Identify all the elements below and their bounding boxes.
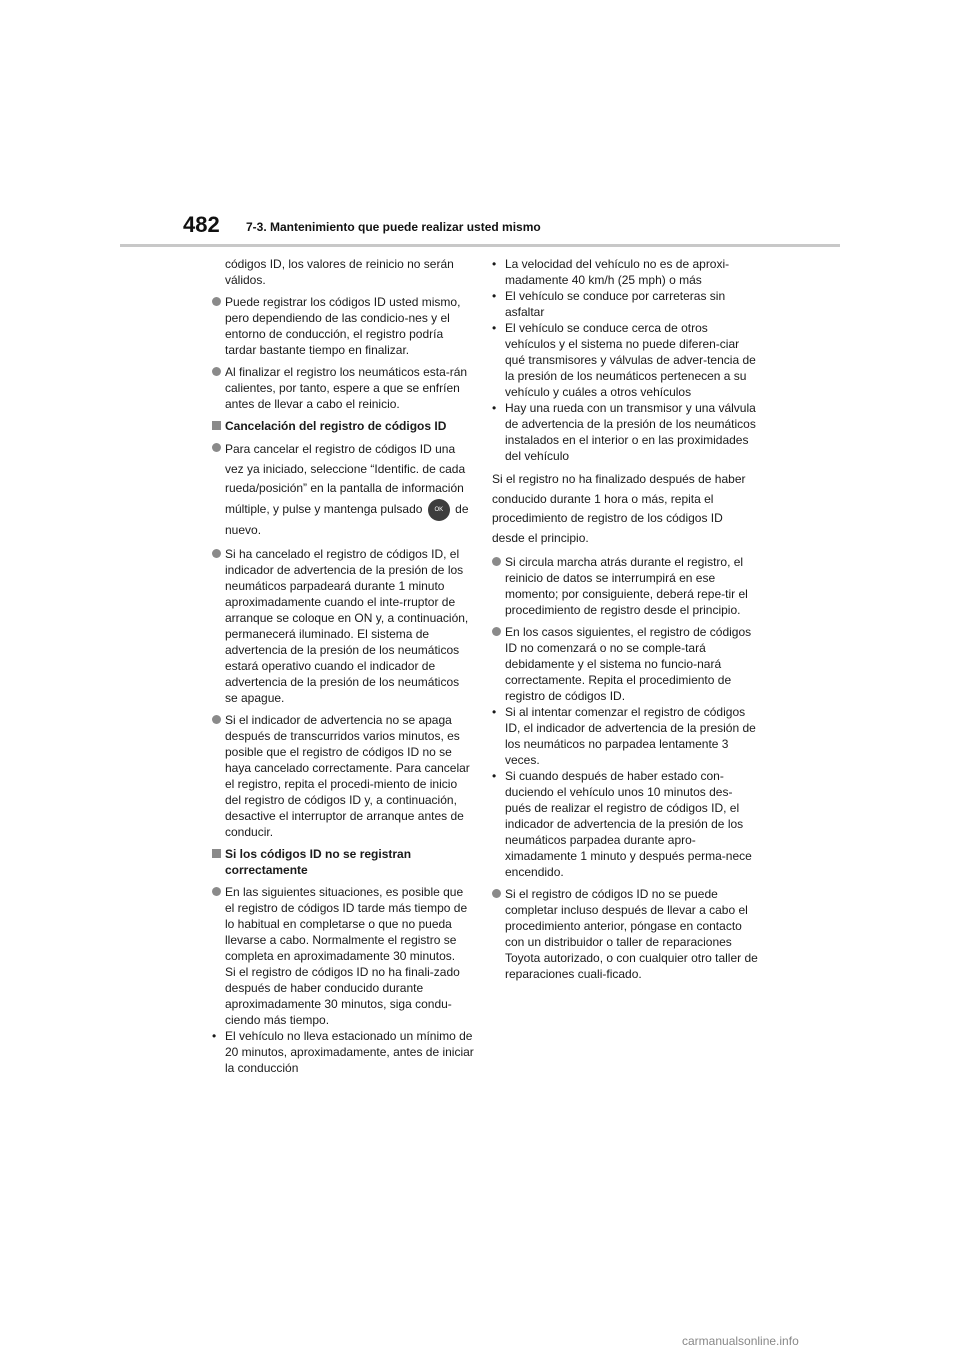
- sub-bullet-item: [492, 768, 758, 880]
- bullet-text: Si ha cancelado el registro de códigos ID, el indicador de advertencia de la presión de los neumáticos parpadeará durante 1 minuto aproximadamente cuando el inte-rruptor de arranque se coloque en ON y, a continuación, permanecerá iluminado. El sistema de advertencia de la presión de los neumáticos estará operativo cuando el indicador de advertencia de la presión de los neumáticos se apague.: [225, 547, 469, 705]
- bullet-text: Al finalizar el registro los neumáticos esta-rán calientes, por tanto, espere a que se enfríen antes de llevar a cabo el reinicio.: [225, 365, 468, 411]
- round-bullet-icon: [212, 549, 221, 558]
- watermark: carmanualsonline.info: [682, 1334, 799, 1348]
- sub-bullet-item: [492, 704, 758, 768]
- header-divider: [120, 244, 840, 247]
- bullet-mark: •: [492, 289, 497, 303]
- bullet-mark: •: [492, 401, 497, 415]
- bullet-item: [212, 546, 474, 706]
- round-bullet-icon: [492, 557, 501, 566]
- sub-bullet-item: [492, 288, 758, 320]
- round-bullet-icon: [212, 367, 221, 376]
- bullet-text: En los casos siguientes, el registro de códigos ID no comenzará o no se comple-tará debidamente y el sistema no funcio-nará correctamente. Repita el procedimiento de registro de códigos ID.: [505, 625, 752, 703]
- round-bullet-icon: [212, 297, 221, 306]
- sub-bullet-item: [492, 400, 758, 464]
- section-title: 7-3. Mantenimiento que puede realizar usted mismo: [246, 220, 541, 234]
- sub-bullet-text: El vehículo se conduce cerca de otros vehículos y el sistema no puede diferen-ciar qué transmisores y válvulas de adver-tencia de la presión de los neumáticos pertenecen a su vehículo y cuáles a otros vehículos: [505, 321, 756, 399]
- page-number: 482: [183, 212, 220, 237]
- bullet-item: [492, 886, 758, 982]
- bullet-mark: •: [492, 257, 497, 271]
- ok-button-icon: OK: [428, 499, 450, 521]
- bullet-item: [212, 294, 474, 358]
- heading-text: Si los códigos ID no se registran correctamente: [225, 847, 412, 877]
- paragraph: Si el registro no ha finalizado después de haber conducido durante 1 hora o más, repita el procedimiento de registro de los códigos ID desde el principio.: [492, 472, 746, 545]
- bullet-text: Para cancelar el registro de códigos ID una vez ya iniciado, seleccione “Identific. de cada rueda/posición” en la pantalla de información múltiple, y pulse y mantenga pulsado: [225, 442, 466, 516]
- right-column: [492, 256, 758, 988]
- round-bullet-icon: [212, 887, 221, 896]
- sub-bullet-text: El vehículo no lleva estacionado un mínimo de 20 minutos, aproximadamente, antes de iniciar la conducción: [225, 1029, 474, 1075]
- bullet-item: [212, 884, 474, 1028]
- left-column: [212, 256, 474, 1082]
- bullet-text: Si circula marcha atrás durante el registro, el reinicio de datos se interrumpirá en ese momento; por consiguiente, deberá repe-tir el procedimiento de registro desde el principio.: [505, 555, 748, 617]
- sub-bullet-list: [492, 704, 758, 880]
- bullet-text: Si el registro de códigos ID no ha finali-zado después de haber conducido durante aproximadamente 30 minutos, siga condu-ciendo más tiempo.: [225, 965, 460, 1027]
- sub-bullet-item: [492, 256, 758, 288]
- bullet-item: [492, 554, 758, 618]
- sub-bullet-text: El vehículo se conduce por carreteras sin asfaltar: [505, 289, 726, 319]
- section-heading: [212, 418, 474, 434]
- round-bullet-icon: [492, 627, 501, 636]
- sub-bullet-text: Hay una rueda con un transmisor y una válvula de advertencia de la presión de los neumáticos instalados en el interior o en las proximidades del vehículo: [505, 401, 756, 463]
- bullet-text-end: de nuevo.: [225, 501, 469, 537]
- heading-text: Cancelación del registro de códigos ID: [225, 419, 447, 433]
- round-bullet-icon: [212, 443, 221, 452]
- sub-bullet-text: La velocidad del vehículo no es de aproxi-madamente 40 km/h (25 mph) o más: [505, 257, 730, 287]
- bullet-item: [212, 364, 474, 412]
- sub-bullet-text: Si cuando después de haber estado con-duciendo el vehículo unos 10 minutos des-pués de realizar el registro de códigos ID, el indicador de advertencia de la presión de los neumáticos parpadea durante apro-ximadamente 1 minuto y después perma-nece encendido.: [505, 769, 752, 879]
- sub-bullet-text: Si al intentar comenzar el registro de códigos ID, el indicador de advertencia de la presión de los neumáticos no parpadea lentamente 3 veces.: [505, 705, 756, 767]
- round-bullet-icon: [212, 715, 221, 724]
- sub-bullet-list: [492, 256, 758, 464]
- bullet-item: [212, 712, 474, 840]
- bullet-text: Puede registrar los códigos ID usted mismo, pero dependiendo de las condicio-nes y el entorno de conducción, el registro podría tardar bastante tiempo en finalizar.: [225, 295, 461, 357]
- round-bullet-icon: [492, 889, 501, 898]
- bullet-item: [212, 440, 474, 540]
- continued-paragraph: códigos ID, los valores de reinicio no serán válidos.: [225, 257, 454, 287]
- square-bullet-icon: [212, 849, 221, 858]
- sub-bullet-item: [212, 1028, 474, 1076]
- bullet-mark: •: [492, 321, 497, 335]
- bullet-mark: •: [212, 1029, 217, 1043]
- bullet-item: [492, 624, 758, 704]
- bullet-mark: •: [492, 705, 497, 719]
- section-heading: [212, 846, 474, 878]
- bullet-text: Si el indicador de advertencia no se apaga después de transcurridos varios minutos, es posible que el registro de códigos ID no se haya cancelado correctamente. Para cancelar el registro, repita el procedi-miento de inicio del registro de códigos ID y, a continuación, desactive el interruptor de arranque antes de conducir.: [225, 713, 470, 839]
- sub-bullet-item: [492, 320, 758, 400]
- bullet-mark: •: [492, 769, 497, 783]
- bullet-text: Si el registro de códigos ID no se puede completar incluso después de llevar a cabo el procedimiento anterior, póngase en contacto con un distribuidor o taller de reparaciones Toyota autorizado, o con cualquier otro taller de reparaciones cuali-ficado.: [505, 887, 758, 981]
- bullet-text: En las siguientes situaciones, es posible que el registro de códigos ID tarde más tiempo de lo habitual en completarse o que no pueda llevarse a cabo. Normalmente el registro se completa en aproximadamente 30 minutos.: [225, 885, 468, 963]
- sub-bullet-list: [212, 1028, 474, 1076]
- square-bullet-icon: [212, 421, 221, 430]
